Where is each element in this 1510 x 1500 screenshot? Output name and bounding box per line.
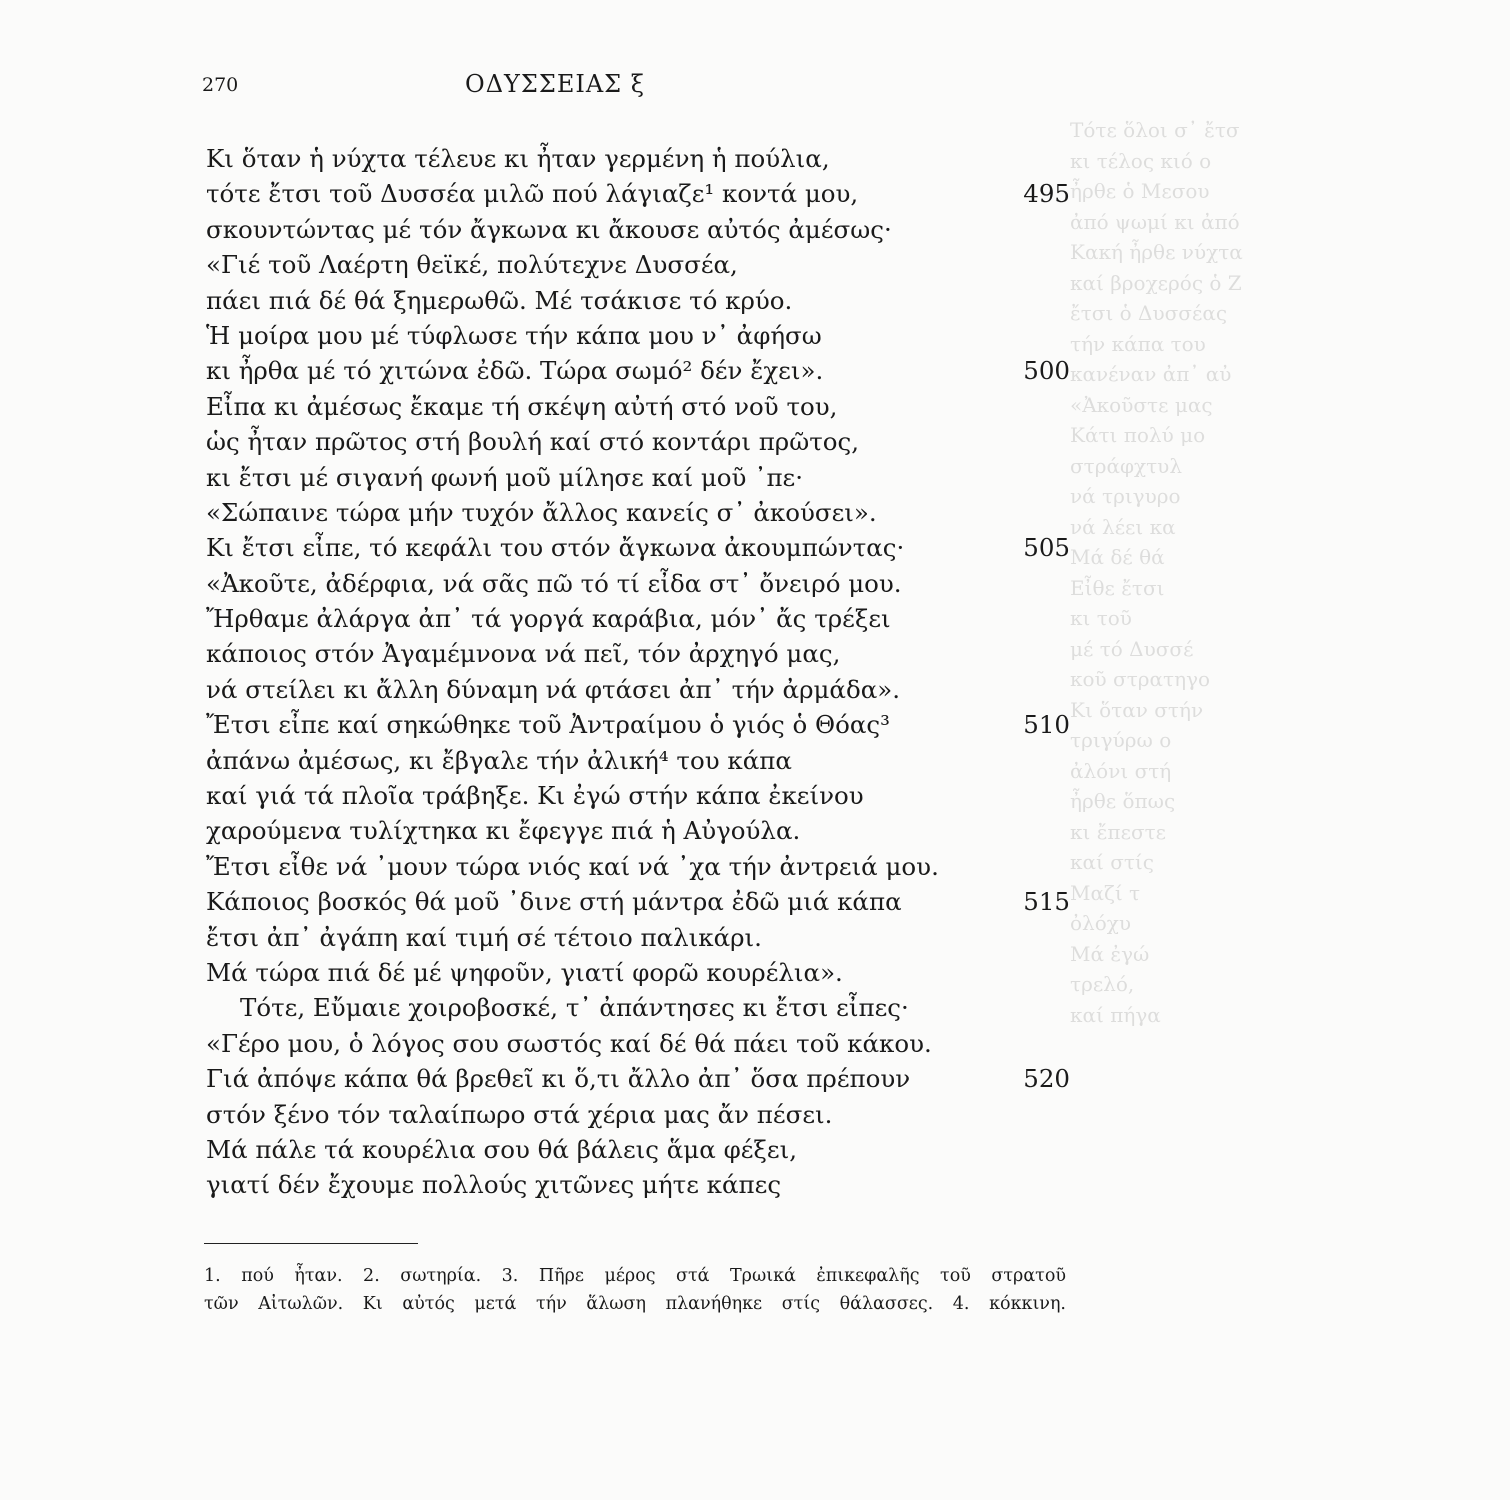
verse-line xyxy=(206,141,1070,176)
verse-line xyxy=(206,212,1070,247)
verse-line xyxy=(206,743,1070,778)
page-number: 270 xyxy=(202,74,239,96)
verse-text: Τότε, Εὔμαιε χοιροβοσκέ, τ᾿ ἀπάντησες κι ἔτσι εἶπες· xyxy=(240,993,909,1023)
verse-text: στόν ξένο τόν ταλαίπωρο στά χέρια μας ἄν πέσει. xyxy=(206,1099,833,1129)
bleed-through-text xyxy=(1070,115,1510,1030)
bleed-line: ἀπό ψωμί κι ἀπό xyxy=(1070,209,1240,234)
bleed-line: τρελό, xyxy=(1070,972,1135,996)
line-number: 495 xyxy=(1023,179,1070,209)
verse-text: Κι ὅταν ἡ νύχτα τέλευε κι ἦταν γερμένη ἡ πούλια, xyxy=(206,144,830,173)
bleed-line: Μά δέ θά xyxy=(1070,545,1165,569)
bleed-line: ἀλόνι στή xyxy=(1070,758,1172,783)
bleed-line: Μαζί τ xyxy=(1070,880,1141,905)
bleed-line: τήν κάπα του xyxy=(1070,331,1206,356)
bleed-line: νά λέει κα xyxy=(1070,514,1176,539)
line-number: 510 xyxy=(1023,710,1070,740)
bleed-line: Μά ἐγώ xyxy=(1070,941,1150,966)
verse-text: ὡς ἦταν πρῶτος στή βουλή καί στό κοντάρι πρῶτος, xyxy=(206,427,860,457)
verse-line xyxy=(206,247,1070,282)
footnote-line: τῶν Αἰτωλῶν. Κι αὐτός μετά τήν ἅλωση πλανήθηκε στίς θάλασσες. 4. κόκκινη. xyxy=(204,1294,1066,1314)
verse-line xyxy=(206,1026,1070,1061)
verse-line xyxy=(206,495,1070,530)
bleed-line: Κάτι πολύ μο xyxy=(1070,423,1206,447)
verse-line xyxy=(206,318,1070,353)
verse-text: Γιά ἀπόψε κάπα θά βρεθεῖ κι ὅ,τι ἄλλο ἀπ᾿ ὅσα πρέπουν xyxy=(206,1064,911,1094)
verse-text: Μά τώρα πιά δέ μέ ψηφοῦν, γιατί φορῶ κουρέλια». xyxy=(206,957,843,987)
verse-line xyxy=(206,1061,1070,1096)
verse-text: κι ἦρθα μέ τό χιτώνα ἐδῶ. Τώρα σωμό² δέν ἔχει». xyxy=(206,356,824,386)
verse-line xyxy=(206,884,1070,919)
verse-line xyxy=(206,672,1070,707)
verse-line xyxy=(206,176,1070,211)
bleed-line: ὀλόχυ xyxy=(1070,911,1132,935)
verse-text: Ἔτσι εἶθε νά ᾿μουν τώρα νιός καί νά ᾿χα τήν ἀντρειά μου. xyxy=(206,851,939,881)
verse-line xyxy=(206,1132,1070,1167)
verse-line xyxy=(206,990,1070,1025)
verse-line xyxy=(206,778,1070,813)
verse-text: «Ἀκοῦτε, ἀδέρφια, νά σᾶς πῶ τό τί εἶδα στ᾿ ὄνειρό μου. xyxy=(206,568,902,598)
verse-text: Κάποιος βοσκός θά μοῦ ᾿δινε στή μάντρα ἐδῶ μιά κάπα xyxy=(206,887,902,917)
verse-text: Εἶπα κι ἀμέσως ἔκαμε τή σκέψη αὐτή στό νοῦ του, xyxy=(206,391,838,421)
verse-text: χαρούμενα τυλίχτηκα κι ἔφεγγε πιά ἡ Αὐγούλα. xyxy=(206,816,801,846)
bleed-line: κοῦ στρατηγο xyxy=(1070,667,1211,691)
bleed-line: στράφχτυλ xyxy=(1070,453,1183,478)
verse-line xyxy=(206,636,1070,671)
verse-line xyxy=(206,353,1070,388)
bleed-line: τριγύρω ο xyxy=(1070,728,1172,752)
verse-text: πάει πιά δέ θά ξημερωθῶ. Μέ τσάκισε τό κρύο. xyxy=(206,285,793,315)
bleed-line: καί βροχερός ὁ Ζ xyxy=(1070,270,1242,295)
bleed-line: κανέναν ἀπ᾿ αὐ xyxy=(1070,362,1232,386)
verse-text: Κι ἔτσι εἶπε, τό κεφάλι του στόν ἄγκωνα ἀκουμπώντας· xyxy=(206,533,905,563)
footnote-line: 1. πού ἦταν. 2. σωτηρία. 3. Πῆρε μέρος στά Τρωικά ἐπικεφαλῆς τοῦ στρατοῦ xyxy=(204,1266,1066,1286)
verse-text: «Γέρο μου, ὁ λόγος σου σωστός καί δέ θά πάει τοῦ κάκου. xyxy=(206,1028,932,1058)
bleed-line: μέ τό Δυσσέ xyxy=(1070,636,1194,661)
verse-line xyxy=(206,389,1070,424)
verse-text: Ἡ μοίρα μου μέ τύφλωσε τήν κάπα μου ν᾿ ἀφήσω xyxy=(206,320,822,350)
verse-text: κάποιος στόν Ἀγαμέμνονα νά πεῖ, τόν ἀρχηγό μας, xyxy=(206,639,841,669)
bleed-line: Τότε ὅλοι σ᾿ ἔτσ xyxy=(1070,118,1240,142)
bleed-line: καί πήγα xyxy=(1070,1002,1161,1027)
verse-block xyxy=(206,141,1070,1203)
bleed-line: νά τριγυρο xyxy=(1070,484,1181,508)
bleed-line: ἦρθε ὅπως xyxy=(1070,789,1176,813)
footnotes xyxy=(204,1262,1066,1318)
verse-text: ἀπάνω ἀμέσως, κι ἔβγαλε τήν ἀλική⁴ του κάπα xyxy=(206,745,792,775)
bleed-line: ἦρθε ὁ Μεσου xyxy=(1070,179,1210,203)
line-number: 515 xyxy=(1023,887,1070,917)
verse-line xyxy=(206,601,1070,636)
verse-line xyxy=(206,707,1070,742)
verse-line xyxy=(206,283,1070,318)
verse-line xyxy=(206,1167,1070,1202)
footnote-rule xyxy=(204,1243,418,1244)
verse-text: νά στείλει κι ἄλλη δύναμη νά φτάσει ἀπ᾿ τήν ἀρμάδα». xyxy=(206,674,901,704)
bleed-line: ἔτσι ὁ Δυσσέας xyxy=(1070,301,1228,325)
verse-text: «Γιέ τοῦ Λαέρτη θεϊκέ, πολύτεχνε Δυσσέα, xyxy=(206,250,738,280)
verse-line xyxy=(206,424,1070,459)
bleed-line: Κακή ἦρθε νύχτα xyxy=(1070,240,1243,264)
bleed-line: Εἶθε ἔτσι xyxy=(1070,575,1165,600)
verse-line xyxy=(206,849,1070,884)
bleed-line: κι τοῦ xyxy=(1070,606,1132,630)
verse-text: Μά πάλε τά κουρέλια σου θά βάλεις ἅμα φέξει, xyxy=(206,1134,797,1164)
verse-text: κι ἔτσι μέ σιγανή φωνή μοῦ μίλησε καί μοῦ ᾿πε· xyxy=(206,462,804,492)
verse-text: καί γιά τά πλοῖα τράβηξε. Κι ἐγώ στήν κάπα ἐκείνου xyxy=(206,781,864,811)
verse-line xyxy=(206,460,1070,495)
verse-text: «Σώπαινε τώρα μήν τυχόν ἄλλος κανείς σ᾿ ἀκούσει». xyxy=(206,497,877,527)
bleed-line: Κι ὅταν στήν xyxy=(1070,697,1204,722)
bleed-line: κι τέλος κιό ο xyxy=(1070,148,1212,173)
verse-line xyxy=(206,813,1070,848)
verse-text: γιατί δέν ἔχουμε πολλούς χιτῶνες μήτε κάπες xyxy=(206,1170,782,1200)
line-number: 500 xyxy=(1023,356,1070,386)
verse-text: τότε ἔτσι τοῦ Δυσσέα μιλῶ πού λάγιαζε¹ κοντά μου, xyxy=(206,179,859,209)
line-number: 520 xyxy=(1023,1064,1070,1094)
line-number: 505 xyxy=(1023,533,1070,563)
page-header xyxy=(0,70,1110,110)
verse-line xyxy=(206,530,1070,565)
verse-text: σκουντώντας μέ τόν ἄγκωνα κι ἄκουσε αὐτός ἀμέσως· xyxy=(206,214,892,244)
verse-line xyxy=(206,566,1070,601)
verse-text: Ἔτσι εἶπε καί σηκώθηκε τοῦ Ἀντραίμου ὁ γιός ὁ Θόας³ xyxy=(206,710,890,740)
verse-text: Ἤρθαμε ἀλάργα ἀπ᾿ τά γοργά καράβια, μόν᾿ ἄς τρέξει xyxy=(206,604,891,634)
verse-line xyxy=(206,920,1070,955)
verse-text: ἔτσι ἀπ᾿ ἀγάπη καί τιμή σέ τέτοιο παλικάρι. xyxy=(206,922,762,952)
bleed-line: καί στίς xyxy=(1070,850,1154,874)
verse-line xyxy=(206,1097,1070,1132)
verse-line xyxy=(206,955,1070,990)
running-title: ΟΔΥΣΣΕΙΑΣ ξ xyxy=(465,70,645,98)
bleed-line: «Ἀκοῦστε μας xyxy=(1070,392,1213,417)
bleed-line: κι ἔπεστε xyxy=(1070,819,1167,844)
